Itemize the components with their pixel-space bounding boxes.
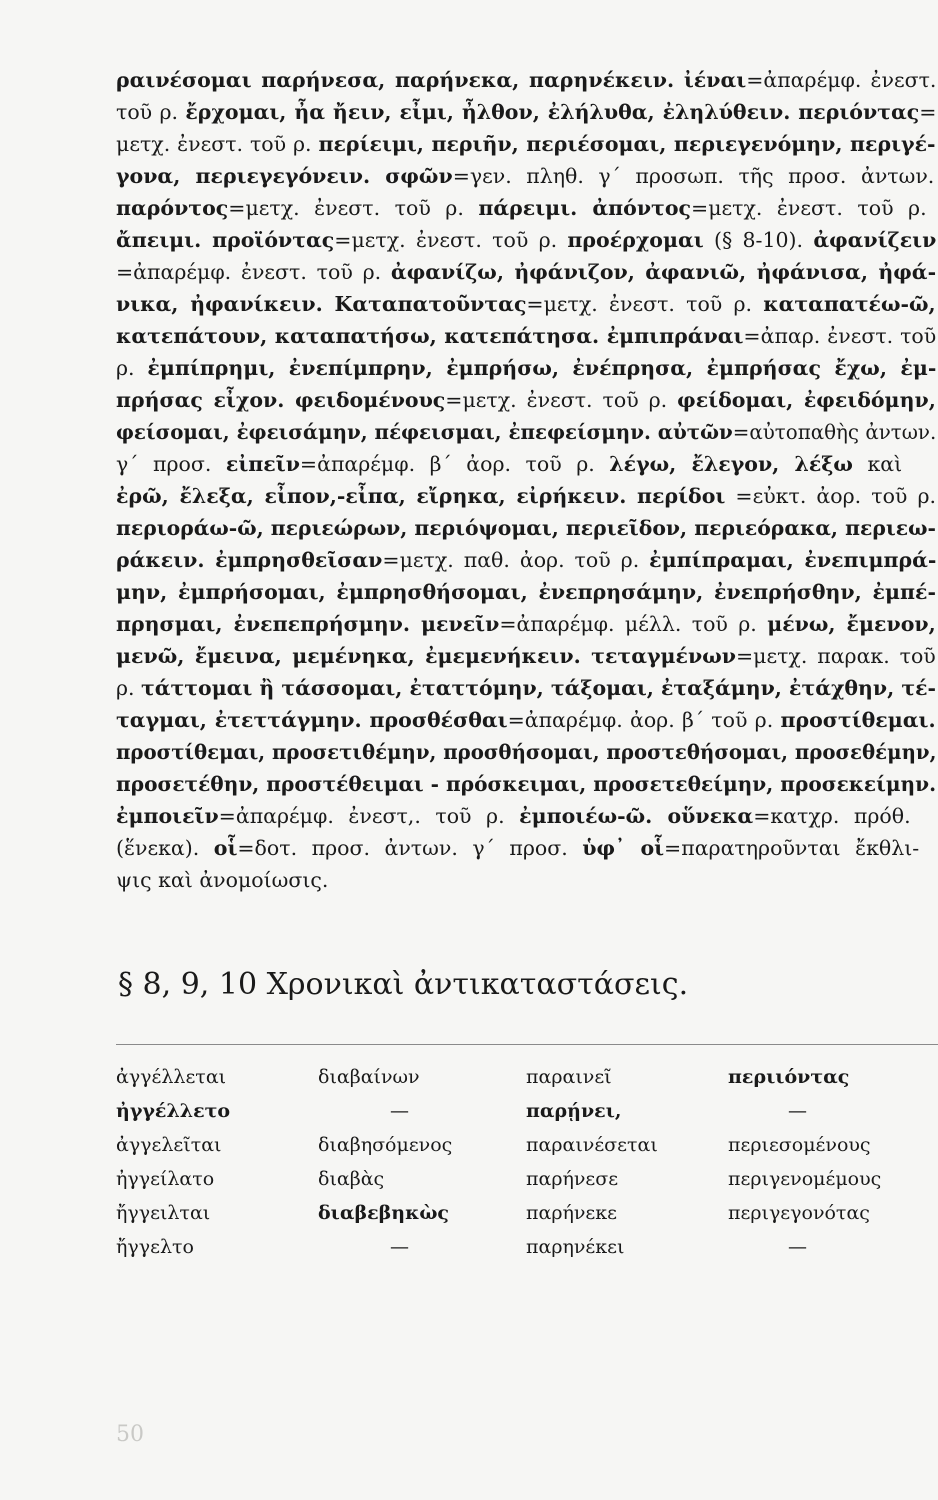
section-divider [116, 1044, 938, 1045]
gloss-text: =μετχ. ἐνεστ. τοῦ ρ. [526, 292, 764, 316]
bold-term: μένω, ἔμενον, [767, 612, 936, 636]
table-cell: περιεσομένους [728, 1134, 871, 1156]
gloss-text: τοῦ ρ. [116, 100, 186, 124]
bold-term: πρησμαι, ἐνεπεπρήσμην. μενεῖν [116, 612, 500, 636]
table-cell: παρηνέκει [526, 1236, 625, 1258]
bold-term: περίειμι, περιῆν, περιέσομαι, περιεγενόμην, περιγέ- [318, 132, 936, 156]
gloss-text: ρ. [116, 676, 142, 700]
paragraph-line [116, 64, 936, 96]
section-heading: § 8, 9, 10 Χρονικαὶ ἀντικαταστάσεις. [118, 967, 689, 1002]
paragraph-line [116, 704, 936, 736]
bold-term: ταγμαι, ἐτεττάγμην. προσθέσθαι [116, 708, 508, 732]
gloss-text: (ἕνεκα). [116, 836, 214, 860]
table-cell: — [390, 1236, 409, 1258]
bold-term: ἐμποιεῖν [116, 804, 219, 828]
paragraph-line [116, 96, 936, 128]
gloss-text: =μετχ. ἐνεστ. τοῦ ρ. [228, 196, 479, 220]
paragraph-line [116, 736, 937, 768]
gloss-text: =ἀπαρέμφ. ἀορ. β΄ τοῦ ρ. [507, 708, 781, 732]
bold-term: φείσομαι, ἐφεισάμην, πέφεισμαι, ἐπεφείσμην. αὐτῶν [116, 420, 733, 444]
table-cell: — [390, 1100, 409, 1122]
table-cell: περιγεγονότας [728, 1202, 870, 1224]
bold-term: ἐμπίπρημι, ἐνεπίμπρην, ἐμπρήσω, ἐνέπρησα, ἐμπρήσας ἔχω, ἐμ- [147, 356, 937, 380]
table-cell: παρῄνει, [526, 1100, 622, 1122]
table-cell: διαβὰς [318, 1168, 385, 1190]
bold-term: ἔρχομαι, ἦα ἤειν, εἶμι, ἦλθον, ἐλήλυθα, ἐληλύθειν. περιόντας [185, 100, 920, 124]
gloss-text: =ἀπαρέμφ. μέλλ. τοῦ ρ. [499, 612, 768, 636]
paragraph-line [116, 128, 936, 160]
gloss-text: =αὐτοπαθὴς ἀντων. [732, 420, 937, 444]
table-cell: — [788, 1100, 807, 1122]
paragraph-line [116, 512, 936, 544]
table-cell: ἀγγελεῖται [116, 1134, 222, 1156]
gloss-text: =μετχ. ἐνεστ. τοῦ ρ. [691, 196, 927, 220]
table-cell: ἠγγέλλετο [116, 1100, 231, 1122]
table-cell: παραινεῖ [526, 1066, 612, 1088]
gloss-text: =παρατηροῦνται ἔκθλι- [664, 836, 920, 860]
table-row [116, 1060, 938, 1094]
gloss-text: ρ. [116, 356, 148, 380]
paragraph-line [116, 480, 936, 512]
bold-term: προστίθεμαι, προσετιθέμην, προσθήσομαι, προστεθήσομαι, προσεθέμην, [116, 740, 937, 764]
commentary-paragraph [116, 64, 936, 896]
gloss-text: =δοτ. προσ. ἀντων. γ΄ προσ. [237, 836, 583, 860]
table-row [116, 1230, 938, 1264]
table-cell: διαβαίνων [318, 1066, 420, 1088]
table-cell: παρήνεκε [526, 1202, 617, 1224]
paragraph-line [116, 224, 936, 256]
bold-term: ραινέσομαι παρήνεσα, παρήνεκα, παρηνέκειν. [116, 68, 684, 92]
page-number: 50 [116, 1422, 144, 1447]
gloss-text: μετχ. ἐνεστ. τοῦ ρ. [116, 132, 319, 156]
table-cell: περιιόντας [728, 1066, 850, 1088]
paragraph-line [116, 800, 936, 832]
bold-term: ἐμποιέω-ῶ. οὕνεκα [519, 804, 754, 828]
bold-term: οἷ [213, 836, 238, 860]
paragraph-line [116, 640, 936, 672]
paragraph-line [116, 288, 936, 320]
paragraph-line [116, 160, 936, 192]
bold-term: προέρχομαι [567, 228, 704, 252]
paragraph-line [116, 608, 936, 640]
bold-term: ἰέναι [683, 68, 747, 92]
paragraph-line [116, 544, 936, 576]
paragraph-line [116, 768, 937, 800]
paragraph-line [116, 832, 936, 864]
bold-term: γονα, περιεγεγόνειν. σφῶν [116, 164, 453, 188]
gloss-text: = [919, 100, 937, 124]
bold-term: τάττομαι ἢ τάσσομαι, ἐταττόμην, τάξομαι, ἐταξάμην, ἐτάχθην, τέ- [141, 676, 937, 700]
paragraph-line [116, 448, 936, 480]
bold-term: φείδομαι, ἐφειδόμην, [677, 388, 936, 412]
table-cell: περιγενομέμους [728, 1168, 882, 1190]
bold-term: μενῶ, ἔμεινα, μεμένηκα, ἐμεμενήκειν. τεταγμένων [116, 644, 736, 668]
gloss-text: =ἀπαρέμφ. ἐνεστ. τοῦ ρ. [116, 260, 391, 284]
table-cell: ἤγγελτο [116, 1236, 194, 1258]
bold-term: περιοράω-ῶ, περιεώρων, περιόψομαι, περιεῖδον, περιεόρακα, περιεω- [116, 516, 936, 540]
gloss-text: γ΄ προσ. [116, 452, 226, 476]
table-row [116, 1196, 938, 1230]
gloss-text: =ἀπαρ. ἐνεστ. τοῦ [743, 324, 937, 348]
gloss-text: =μετχ. ἐνεστ. τοῦ ρ. [445, 388, 678, 412]
paragraph-line [116, 320, 936, 352]
gloss-text: =μετχ. ἐνεστ. τοῦ ρ. [334, 228, 568, 252]
table-row [116, 1094, 938, 1128]
table-cell: ἀγγέλλεται [116, 1066, 227, 1088]
table-row [116, 1128, 938, 1162]
bold-term: εἰπεῖν [225, 452, 300, 476]
gloss-text: =ἀπαρέμφ. ἐνεστ,. τοῦ ρ. [218, 804, 520, 828]
bold-term: κατεπάτουν, καταπατήσω, κατεπάτησα. ἐμπιπράναι [116, 324, 744, 348]
bold-term: ὑφ᾿ οἷ [582, 836, 665, 860]
gloss-text: =κατχρ. πρόθ. [753, 804, 911, 828]
paragraph-line [116, 576, 936, 608]
bold-term: προστίθεμαι. [780, 708, 936, 732]
table-cell: ἠγγείλατο [116, 1168, 215, 1190]
bold-term: ράκειν. ἐμπρησθεῖσαν [116, 548, 383, 572]
table-cell: παρήνεσε [526, 1168, 619, 1190]
paragraph-line [116, 384, 936, 416]
paragraph-line [116, 192, 936, 224]
paragraph-line [116, 352, 936, 384]
gloss-text: =εὐκτ. ἀορ. τοῦ ρ. [725, 484, 937, 508]
table-row [116, 1162, 938, 1196]
gloss-text: =μετχ. παθ. ἀορ. τοῦ ρ. [382, 548, 650, 572]
bold-term: ἀφανίζειν [813, 228, 937, 252]
bold-term: ἐρῶ, ἔλεξα, εἶπον,-εἶπα, εἴρηκα, εἰρήκειν. περίδοι [116, 484, 726, 508]
paragraph-line [116, 256, 936, 288]
bold-term: ἄπειμι. προϊόντας [116, 228, 335, 252]
paragraph-line [116, 416, 937, 448]
table-cell: παραινέσεται [526, 1134, 658, 1156]
bold-term: ἀφανίζω, ἠφάνιζον, ἀφανιῶ, ἠφάνισα, ἠφά- [390, 260, 937, 284]
bold-term: προσετέθην, προστέθειμαι - πρόσκειμαι, προσετεθείμην, προσεκείμην. [116, 772, 937, 796]
gloss-text: =γεν. πληθ. γ΄ προσωπ. τῆς προσ. ἀντων. [452, 164, 935, 188]
paragraph-line [116, 672, 937, 704]
substitution-table [116, 1060, 938, 1264]
bold-term: λέγω, ἔλεγον, λέξω [609, 452, 853, 476]
table-cell: διαβεβηκὼς [318, 1202, 449, 1224]
bold-term: πάρειμι. ἀπόντος [478, 196, 692, 220]
table-cell: διαβησόμενος [318, 1134, 453, 1156]
gloss-text: ψις καὶ ἀνομοίωσις. [116, 868, 329, 892]
bold-term: μην, ἐμπρήσομαι, ἐμπρησθήσομαι, ἐνεπρησάμην, ἐνεπρήσθην, ἐμπέ- [116, 580, 936, 604]
gloss-text: =ἀπαρέμφ. ἐνεστ. [746, 68, 937, 92]
gloss-text: (§ 8-10). [703, 228, 814, 252]
bold-term: παρόντος [116, 196, 229, 220]
gloss-text: καὶ [852, 452, 903, 476]
table-cell: — [788, 1236, 807, 1258]
gloss-text: =μετχ. παρακ. τοῦ [735, 644, 936, 668]
bold-term: πρήσας εἶχον. φειδομένους [116, 388, 446, 412]
table-cell: ἤγγειλται [116, 1202, 211, 1224]
bold-term: νικα, ἠφανίκειν. Καταπατοῦντας [116, 292, 527, 316]
bold-term: καταπατέω-ῶ, [763, 292, 936, 316]
bold-term: ἐμπίπραμαι, ἐνεπιμπρά- [649, 548, 937, 572]
gloss-text: =ἀπαρέμφ. β΄ ἀορ. τοῦ ρ. [299, 452, 610, 476]
paragraph-line [116, 864, 936, 896]
